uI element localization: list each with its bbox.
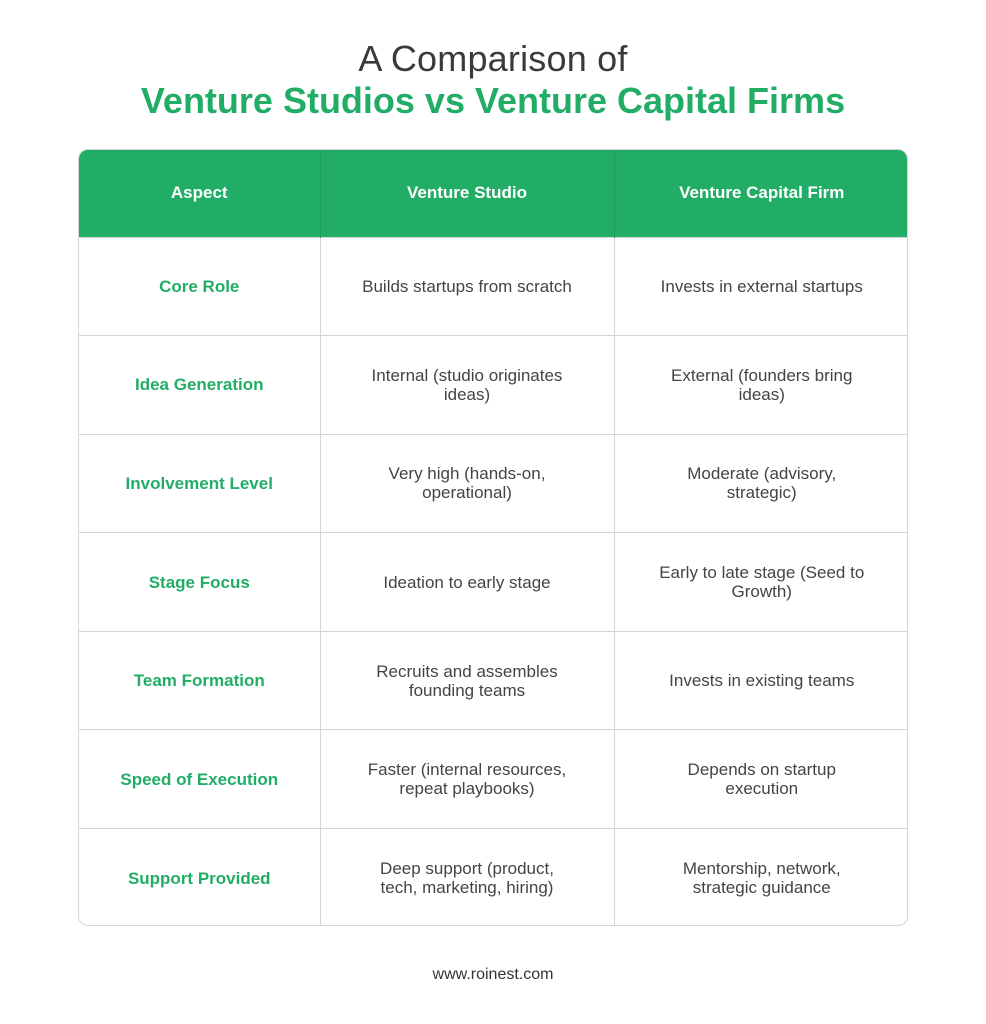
- table-header-row: [79, 150, 908, 237]
- table-row: [79, 631, 908, 730]
- studio-cell: Recruits and assembles founding teams: [320, 631, 614, 730]
- studio-cell: Ideation to early stage: [320, 533, 614, 632]
- vc-cell: Depends on startup execution: [614, 730, 908, 829]
- aspect-cell: Speed of Execution: [79, 730, 320, 829]
- aspect-cell: Involvement Level: [79, 434, 320, 533]
- studio-cell: Faster (internal resources, repeat playbooks): [320, 730, 614, 829]
- vc-cell: Mentorship, network, strategic guidance: [614, 829, 908, 926]
- table-row: [79, 336, 908, 435]
- studio-cell: Deep support (product, tech, marketing, hiring): [320, 829, 614, 926]
- vc-cell: External (founders bring ideas): [614, 336, 908, 435]
- table-row: [79, 434, 908, 533]
- vc-cell: Moderate (advisory, strategic): [614, 434, 908, 533]
- vc-cell: Invests in existing teams: [614, 631, 908, 730]
- studio-cell: Very high (hands-on, operational): [320, 434, 614, 533]
- page-title-line2: Venture Studios vs Venture Capital Firms: [140, 80, 846, 121]
- header-venture-studio: Venture Studio: [320, 150, 614, 237]
- header-aspect: Aspect: [79, 150, 320, 237]
- aspect-cell: Core Role: [79, 237, 320, 336]
- studio-cell: Builds startups from scratch: [320, 237, 614, 336]
- studio-cell: Internal (studio originates ideas): [320, 336, 614, 435]
- aspect-cell: Support Provided: [79, 829, 320, 926]
- aspect-cell: Team Formation: [79, 631, 320, 730]
- header-venture-capital-firm: Venture Capital Firm: [614, 150, 908, 237]
- page-title-line1: A Comparison of: [358, 38, 628, 79]
- aspect-cell: Idea Generation: [79, 336, 320, 435]
- comparison-table-container: [78, 149, 908, 926]
- table-row: [79, 533, 908, 632]
- vc-cell: Early to late stage (Seed to Growth): [614, 533, 908, 632]
- footer-website-link[interactable]: www.roinest.com: [432, 966, 554, 983]
- table-row: [79, 829, 908, 926]
- vc-cell: Invests in external startups: [614, 237, 908, 336]
- aspect-cell: Stage Focus: [79, 533, 320, 632]
- comparison-table: [79, 150, 908, 926]
- table-row: [79, 237, 908, 336]
- table-row: [79, 730, 908, 829]
